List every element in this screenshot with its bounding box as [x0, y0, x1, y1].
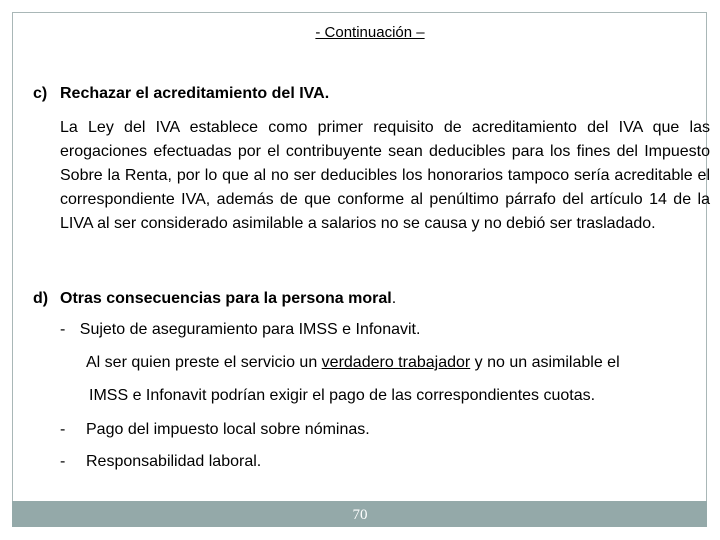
section-d-letter: d) [33, 290, 49, 307]
section-d-title-end: . [391, 290, 397, 307]
detail-underlined-text: verdadero trabajador [321, 354, 471, 371]
detail-line-2: IMSS e Infonavit podrían exigir el pago de las correspondientes cuotas. [89, 387, 596, 404]
list-dash: - [60, 421, 66, 438]
detail-text-before: Al ser quien preste el servicio un [86, 354, 322, 371]
list-item-text: Responsabilidad laboral. [86, 453, 262, 470]
page-number: 70 [352, 507, 368, 523]
section-d-title: Otras consecuencias para la persona moral [60, 290, 392, 307]
list-item-nominas [60, 421, 370, 439]
section-d-heading [33, 290, 396, 308]
list-item-imss [60, 321, 420, 339]
list-item-laboral [60, 453, 262, 471]
list-item-text: Sujeto de aseguramiento para IMSS e Infonavit. [79, 321, 421, 338]
list-item-text: Pago del impuesto local sobre nóminas. [86, 421, 370, 438]
detail-text-after: y no un asimilable el [470, 354, 620, 371]
section-c-letter: c) [33, 85, 48, 102]
list-dash: - [60, 321, 66, 338]
detail-line-1 [86, 354, 620, 372]
list-dash: - [60, 453, 66, 470]
section-c-title: Rechazar el acreditamiento del IVA. [60, 85, 330, 102]
section-c-paragraph: La Ley del IVA establece como primer requisito de acreditamiento del IVA que las erogaciones efectuadas por el contribuyente sean deducibles para los fines del Impuesto Sobre la Renta, por lo que al no ser deducibles los honorarios tampoco sería acreditable el correspondiente IVA, además de que conforme al penúltimo párrafo del artículo 14 de la LIVA al ser considerado asimilable a salarios no se causa y no debió ser trasladado. [60, 119, 710, 232]
continuation-label: - Continuación – [315, 24, 425, 41]
section-c-heading [33, 85, 329, 103]
